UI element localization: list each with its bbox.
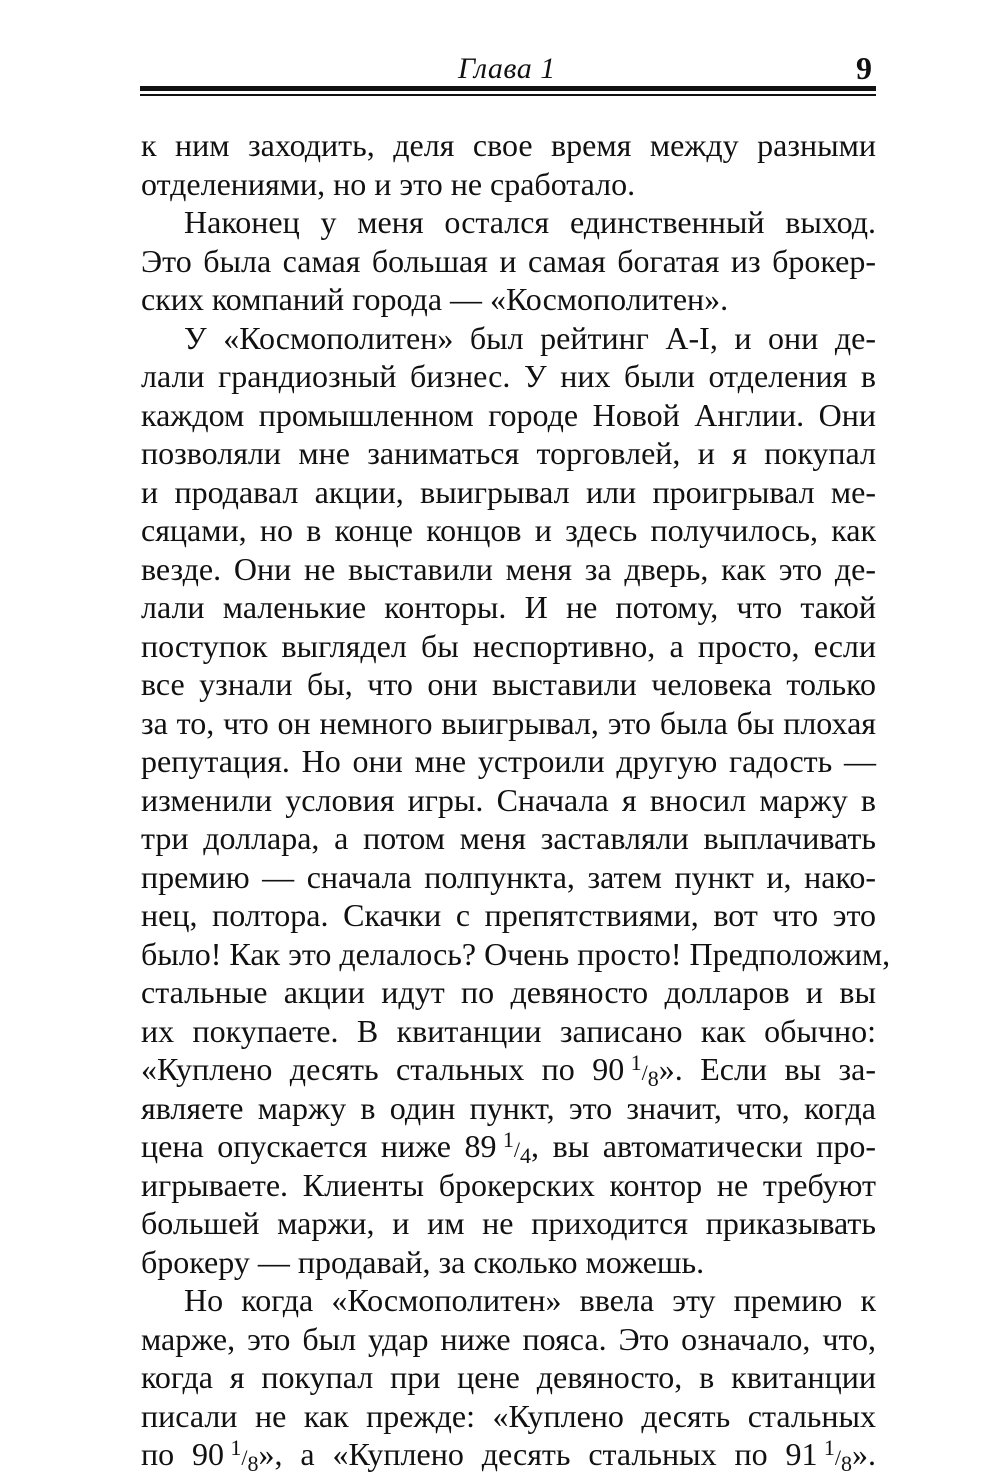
header-rule-thick bbox=[140, 86, 876, 91]
text-line: премию — сначала полпункта, затем пункт и, нако- bbox=[141, 858, 876, 895]
text-line: было! Как это делалось? Очень просто! Предположим, bbox=[141, 935, 891, 972]
paragraph-start-line: У «Космополитен» был рейтинг А-I, и они де- bbox=[184, 319, 876, 356]
text-line: поступок выглядел бы неспортивно, а просто, если bbox=[141, 627, 876, 664]
text-line: отделениями, но и это не сработало. bbox=[141, 165, 636, 202]
fraction-one-eighth: 1/8 bbox=[230, 1435, 259, 1476]
text-line: три доллара, а потом меня заставляли выплачивать bbox=[141, 820, 876, 856]
text-line-with-fraction bbox=[141, 1050, 876, 1089]
text-line: лали маленькие конторы. И не потому, что такой bbox=[141, 589, 876, 625]
page-number: 9 bbox=[856, 50, 872, 86]
text-segment: «Куплено десять стальных по 90 bbox=[141, 1051, 625, 1087]
fraction-one-eighth: 1/8 bbox=[630, 1050, 659, 1091]
text-line: являете маржу в один пункт, это значит, что, когда bbox=[141, 1089, 876, 1126]
text-line-with-fraction bbox=[141, 1127, 876, 1166]
text-line: игрываете. Клиенты брокерских контор не требуют bbox=[141, 1166, 876, 1203]
text-segment: , вы автоматически про- bbox=[531, 1128, 877, 1164]
text-line: марже, это был удар ниже пояса. Это означало, что, bbox=[141, 1320, 876, 1357]
text-segment: по 90 bbox=[141, 1436, 224, 1472]
text-line: Это была самая большая и самая богатая из брокер- bbox=[141, 242, 876, 279]
text-segment: ». bbox=[852, 1436, 877, 1472]
text-line: большей маржи, и им не приходится приказывать bbox=[141, 1205, 876, 1241]
body-text bbox=[141, 126, 891, 1476]
text-line: их покупаете. В квитанции записано как обычно: bbox=[141, 1012, 876, 1049]
text-segment: », а «Куплено десять стальных по 91 bbox=[258, 1436, 818, 1472]
text-line: репутация. Но они мне устроили другую гадость — bbox=[141, 743, 876, 779]
text-line: и продавал акции, выигрывал или проигрывал ме- bbox=[141, 473, 876, 510]
text-line: позволяли мне заниматься торговлей, и я покупал bbox=[141, 435, 876, 471]
text-segment: цена опускается ниже 89 bbox=[141, 1128, 497, 1164]
fraction-one-eighth: 1/8 bbox=[823, 1435, 853, 1476]
text-line: изменили условия игры. Сначала я вносил маржу в bbox=[141, 781, 876, 818]
chapter-title: Глава 1 bbox=[458, 52, 556, 85]
paragraph-start-line: Наконец у меня остался единственный выход. bbox=[184, 204, 876, 240]
text-line: стальные акции идут по девяносто долларов и вы bbox=[141, 974, 876, 1010]
text-line: лали грандиозный бизнес. У них были отделения в bbox=[141, 358, 876, 394]
text-segment: ». Если вы за- bbox=[658, 1051, 877, 1087]
text-line: все узнали бы, что они выставили человека только bbox=[141, 666, 876, 702]
text-line: нец, полтора. Скачки с препятствиями, вот что это bbox=[141, 897, 876, 933]
text-line: везде. Они не выставили меня за дверь, как это де- bbox=[141, 550, 876, 587]
text-line-with-fraction bbox=[141, 1435, 876, 1474]
text-line: брокеру — продавай, за сколько можешь. bbox=[141, 1243, 705, 1280]
text-line: каждом промышленном городе Новой Англии. Они bbox=[141, 396, 876, 433]
text-line: когда я покупал при цене девяносто, в квитанции bbox=[141, 1359, 876, 1395]
text-line: сяцами, но в конце концов и здесь получилось, как bbox=[141, 512, 876, 548]
fraction-one-quarter: 1/4 bbox=[502, 1127, 532, 1168]
running-header bbox=[140, 44, 876, 92]
text-line: за то, что он немного выигрывал, это была бы плохая bbox=[141, 704, 876, 741]
text-line: к ним заходить, деля свое время между разными bbox=[141, 127, 876, 163]
paragraph-start-line: Но когда «Космополитен» ввела эту премию к bbox=[184, 1282, 876, 1318]
header-rule-thin bbox=[140, 94, 876, 96]
text-line: писали не как прежде: «Куплено десять стальных bbox=[141, 1397, 876, 1434]
text-line: ских компаний города — «Космополитен». bbox=[141, 281, 729, 317]
